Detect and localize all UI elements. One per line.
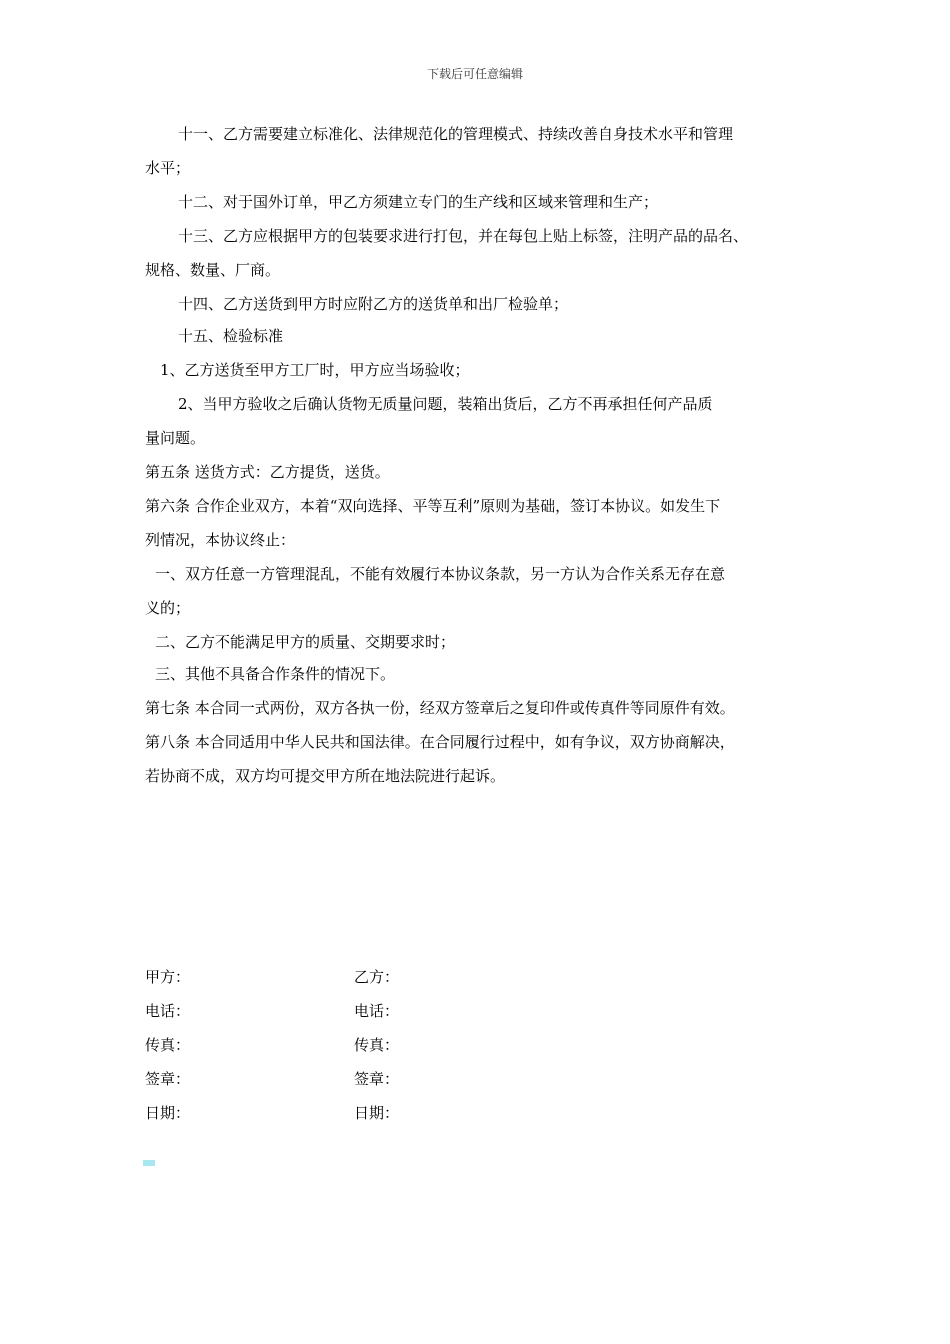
party-a-phone-label: 电话：	[145, 1002, 191, 1020]
inspection-item-2-line-2: 量问题。	[145, 429, 206, 447]
party-b-label: 乙方：	[354, 968, 400, 986]
page-header: 下载后可任意编辑	[426, 67, 523, 81]
termination-item-1-line-1: 一、双方任意一方管理混乱，不能有效履行本协议条款，另一方认为合作关系无存在意	[155, 565, 726, 583]
termination-item-1-line-2: 义的；	[145, 599, 191, 617]
clause-12: 十二、对于国外订单，甲乙方须建立专门的生产线和区域来管理和生产；	[178, 193, 659, 211]
termination-item-2: 二、乙方不能满足甲方的质量、交期要求时；	[155, 633, 456, 651]
article-6-line-1: 第六条 合作企业双方，本着“双向选择、平等互利”原则为基础，签订本协议。如发生下	[145, 497, 721, 515]
termination-item-3: 三、其他不具备合作条件的情况下。	[155, 665, 396, 683]
party-a-fax-label: 传真：	[145, 1036, 191, 1054]
clause-11-line-2: 水平；	[145, 159, 191, 177]
article-6-line-2: 列情况，本协议终止：	[145, 531, 296, 549]
clause-14: 十四、乙方送货到甲方时应附乙方的送货单和出厂检验单；	[178, 295, 569, 313]
clause-15-title: 十五、检验标准	[178, 327, 284, 345]
article-7: 第七条 本合同一式两份，双方各执一份，经双方签章后之复印件或传真件等同原件有效。	[145, 699, 735, 717]
clause-13-line-1: 十三、乙方应根据甲方的包装要求进行打包，并在每包上贴上标签，注明产品的品名、	[178, 227, 749, 245]
article-8-line-1: 第八条 本合同适用中华人民共和国法律。在合同履行过程中，如有争议，双方协商解决，	[145, 733, 735, 751]
party-a-date-label: 日期：	[145, 1104, 191, 1122]
party-b-phone-label: 电话：	[354, 1002, 400, 1020]
highlight-marker	[143, 1160, 155, 1166]
party-b-seal-label: 签章：	[354, 1070, 400, 1088]
clause-13-line-2: 规格、数量、厂商。	[145, 261, 281, 279]
party-a-label: 甲方：	[145, 968, 191, 986]
inspection-item-2-line-1: 2、当甲方验收之后确认货物无质量问题，装箱出货后，乙方不再承担任何产品质	[178, 395, 713, 413]
party-b-fax-label: 传真：	[354, 1036, 400, 1054]
article-5: 第五条 送货方式：乙方提货，送货。	[145, 463, 390, 481]
clause-11-line-1: 十一、乙方需要建立标准化、法律规范化的管理模式、持续改善自身技术水平和管理	[178, 125, 734, 143]
party-b-date-label: 日期：	[354, 1104, 400, 1122]
article-8-line-2: 若协商不成，双方均可提交甲方所在地法院进行起诉。	[145, 767, 506, 785]
party-a-seal-label: 签章：	[145, 1070, 191, 1088]
inspection-item-1: 1、乙方送货至甲方工厂时，甲方应当场验收；	[160, 361, 470, 379]
